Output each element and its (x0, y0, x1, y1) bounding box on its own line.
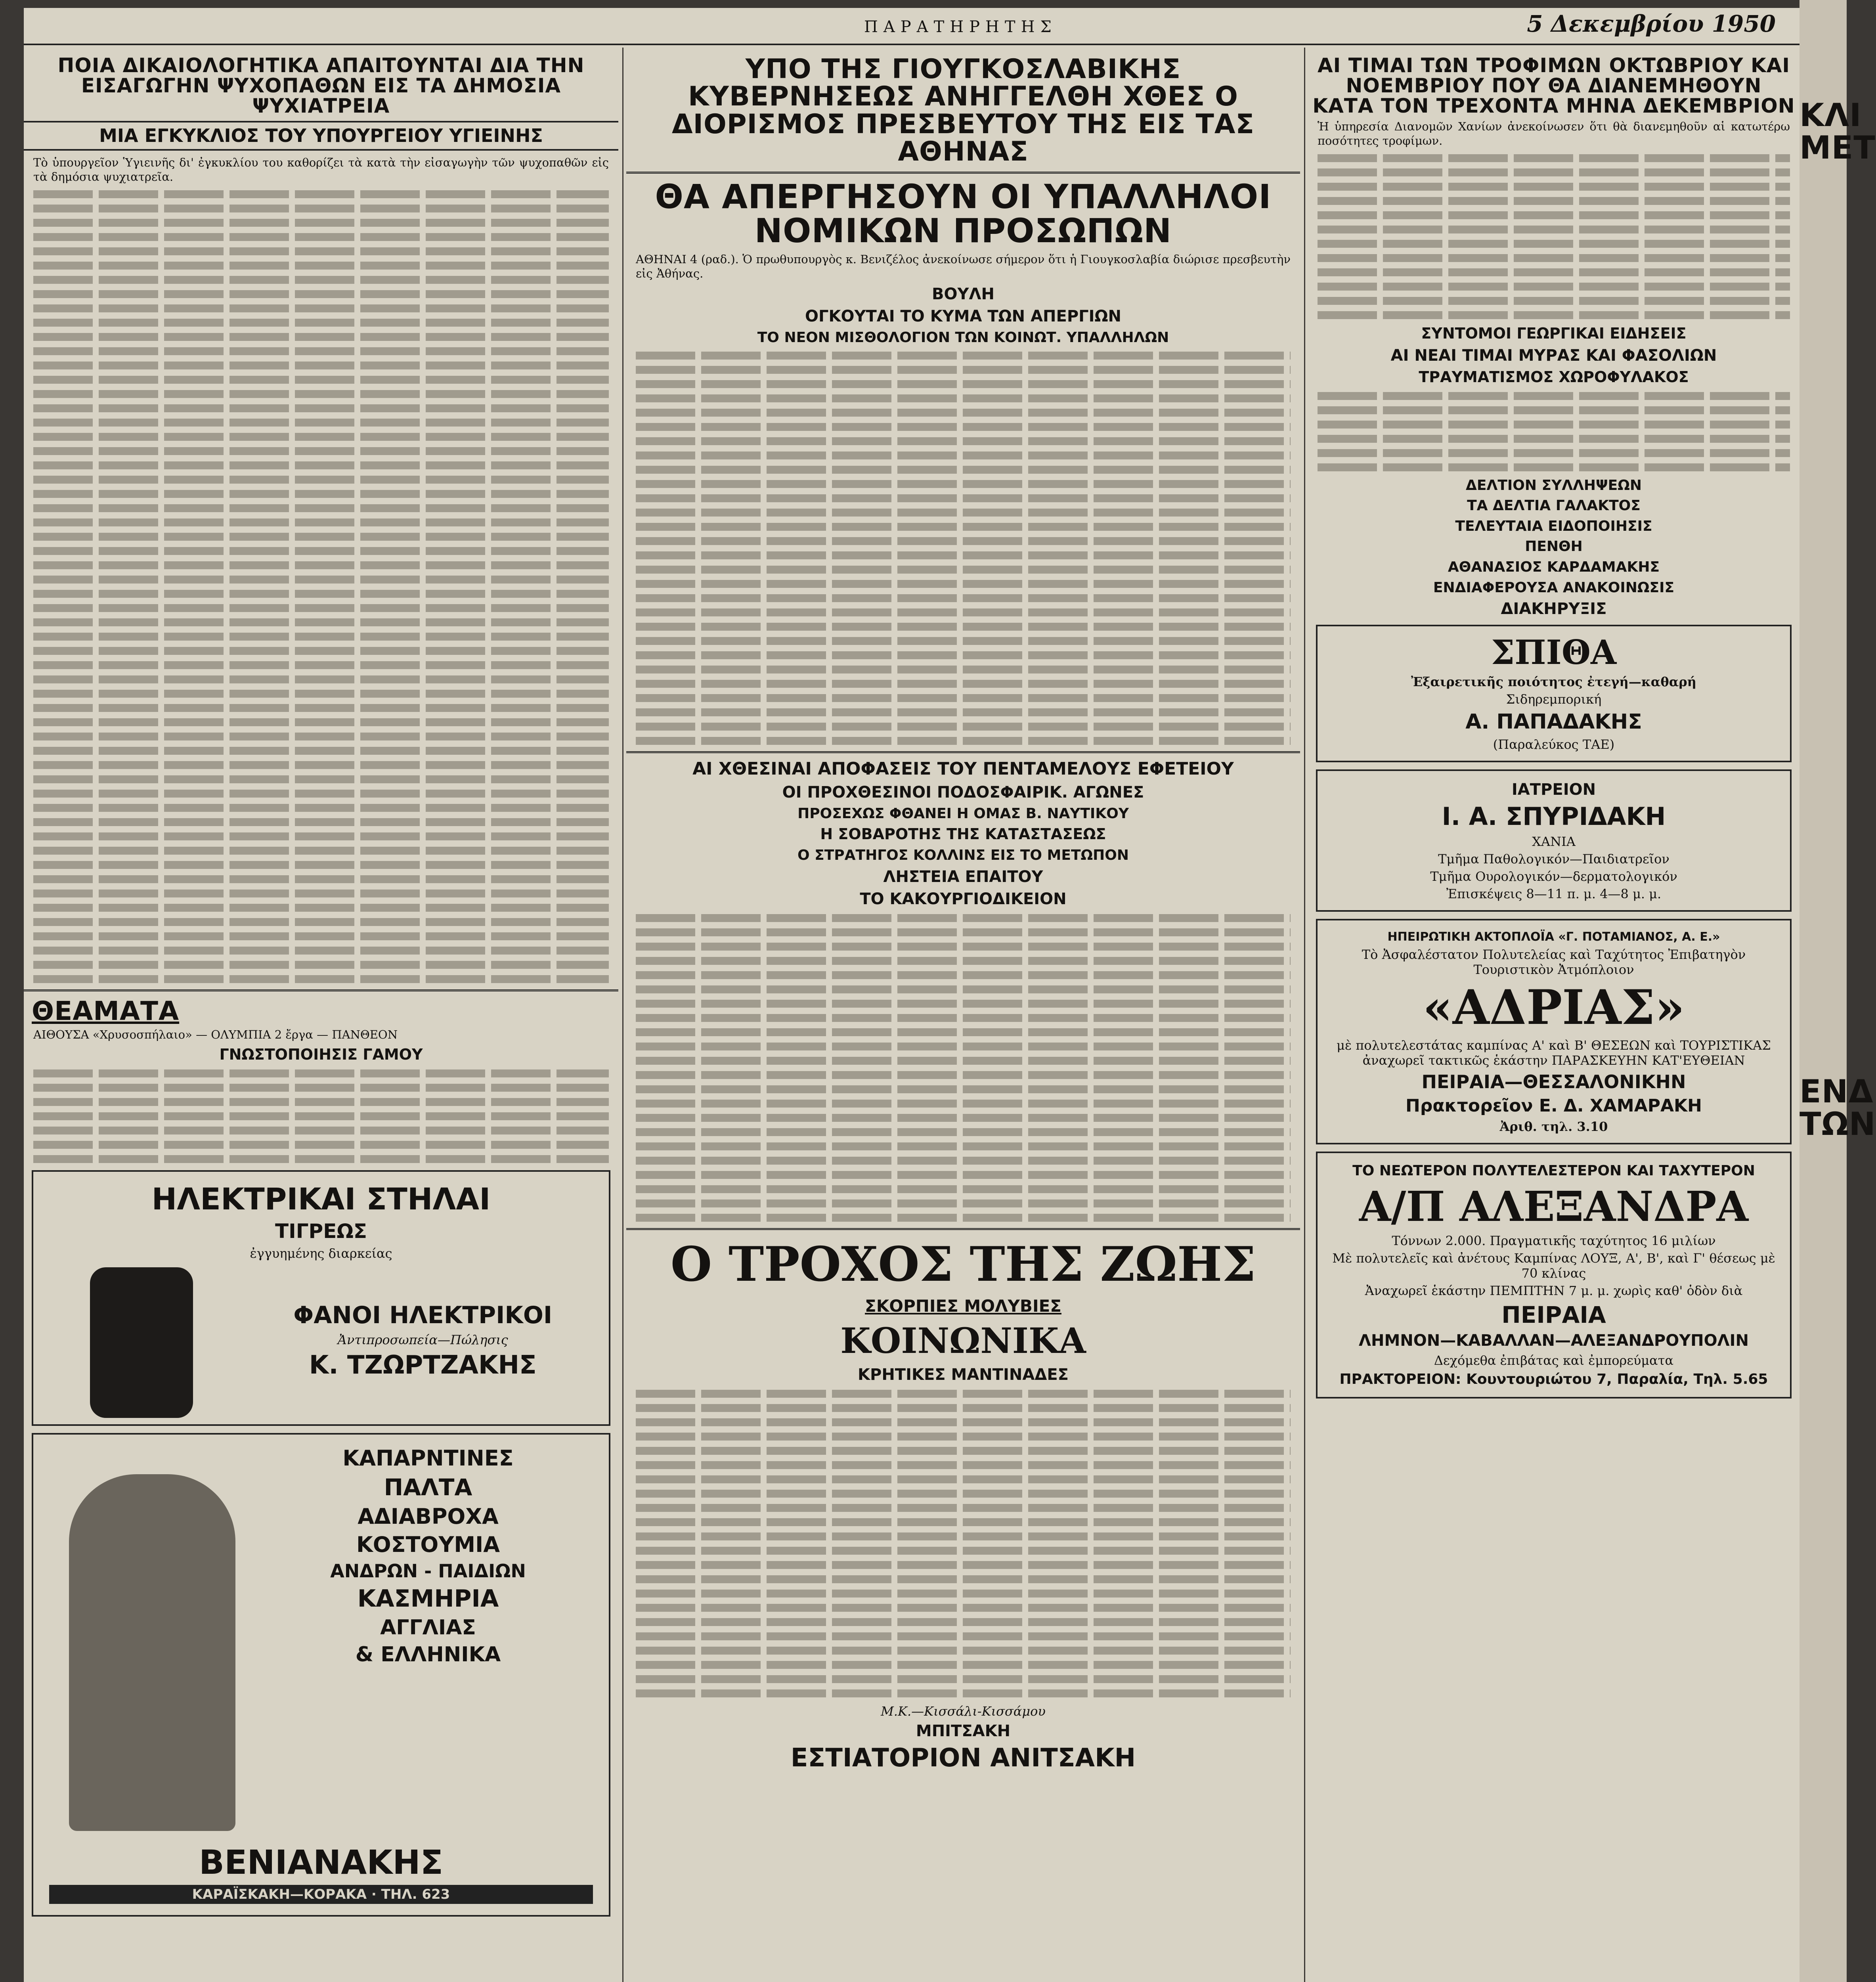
ad-flashlights-sub: ἐγγυημένης διαρκείας (250, 1245, 392, 1261)
article-text-block (636, 1390, 1291, 1697)
headline-psychiatry: ΠΟΙΑ ΔΙΚΑΙΟΛΟΓΗΤΙΚΑ ΑΠΑΙΤΟΥΝΤΑΙ ΔΙΑ ΤΗΝ ΕΙΣΑΓΩΓΗΝ ΨΥΧΟΠΑΘΩΝ ΕΙΣ ΤΑ ΔΗΜΟΣΙΑ ΨΥΧΙΑΤΡΕΙΑ (57, 54, 585, 117)
alexandra-route-1: ΠΕΙΡΑΙΑ (1501, 1301, 1606, 1329)
article-text-block (1318, 154, 1790, 319)
ad-clothing-line-8: & ΕΛΛΗΝΙΚΑ (355, 1642, 501, 1666)
divider (626, 1228, 1300, 1230)
food-prices-text: Ἡ ὑπηρεσία Διανομῶν Χανίων ἀνεκοίνωσεν ὅτι θὰ διανεμηθοῦν αἱ κατωτέρω ποσότητες τροφίμων. (1318, 120, 1790, 147)
article-text-block (636, 914, 1291, 1222)
column-rule (1304, 48, 1305, 1982)
adrias-line-1: Τὸ Ἀσφαλέστατον Πολυτελείας καὶ Ταχύτητος Ἐπιβατηγὸν Τουριστικὸν Ἀτμόπλοιον (1362, 947, 1746, 978)
clinic-line-1: ΧΑΝΙΑ (1532, 834, 1576, 849)
column-right (1308, 48, 1800, 1982)
criminal-court-heading: ΤΟ ΚΑΚΟΥΡΓΙΟΔΙΚΕΙΟΝ (860, 890, 1067, 908)
ad-clinic (1316, 769, 1792, 912)
ad-clothing (32, 1433, 610, 1917)
ad-clothing-line-4: ΚΟΣΤΟΥΜΙΑ (356, 1532, 500, 1557)
ad-flashlights-brand: ΤΙΓΡΕΩΣ (275, 1219, 367, 1243)
ad-flashlights-agent: Ἀντιπροσωπεία—Πώλησις (337, 1332, 508, 1347)
article-psychiatry-text: Τὸ ὑπουργεῖον Ὑγιεινῆς δι' ἐγκυκλίου του καθορίζει τὰ κατὰ τὴν εἰσαγωγὴν τῶν ψυχοπαθῶν εἰς τὰ δημόσια ψυχιατρεῖα. (33, 155, 609, 184)
column-left (24, 48, 618, 1982)
spitha-address: (Παραλεύκος ΤΑΕ) (1493, 737, 1615, 752)
pharmacy-name: ΜΠΙΤΣΑΚΗ (916, 1722, 1011, 1740)
clinic-label: ΙΑΤΡΕΙΟΝ (1511, 781, 1596, 799)
korea-heading: Η ΣΟΒΑΡΟΤΗΣ ΤΗΣ ΚΑΤΑΣΤΑΣΕΩΣ (820, 825, 1106, 843)
ad-clothing-line-2: ΠΑΛΤΑ (384, 1473, 472, 1501)
column-center (626, 48, 1300, 1982)
appeals-court-heading: ΑΙ ΧΘΕΣΙΝΑΙ ΑΠΟΦΑΣΕΙΣ ΤΟΥ ΠΕΝΤΑΜΕΛΟΥΣ ΕΦΕΤΕΙΟΥ (692, 759, 1234, 779)
ad-adrias (1316, 919, 1792, 1144)
alexandra-agent: ΠΡΑΚΤΟΡΕΙΟΝ: Κουντουριώτου 7, Παραλία, Τηλ. 5.65 (1339, 1371, 1768, 1388)
obituary-name: ΑΘΑΝΑΣΙΟΣ ΚΑΡΔΑΜΑΚΗΣ (1448, 559, 1660, 575)
ad-clothing-line-5: ΑΝΔΡΩΝ - ΠΑΙΔΙΩΝ (330, 1560, 526, 1582)
myra-prices-heading: ΑΙ ΝΕΑΙ ΤΙΜΑΙ ΜΥΡΑΣ ΚΑΙ ΦΑΣΟΛΙΩΝ (1390, 346, 1717, 365)
ad-flashlights-title: ΗΛΕΚΤΡΙΚΑΙ ΣΤΗΛΑΙ (151, 1181, 491, 1217)
clinic-line-2: Τμῆμα Παθολογικόν—Παιδιατρεῖον (1438, 851, 1669, 867)
robbery-heading: ΛΗΣΤΕΙΑ ΕΠΑΙΤΟΥ (883, 867, 1043, 886)
ad-clothing-line-6: ΚΑΣΜΗΡΙΑ (357, 1584, 499, 1613)
gamos-text-block (33, 1069, 609, 1163)
mourning-heading: ΠΕΝΘΗ (1525, 538, 1583, 555)
milk-coupons-heading: ΤΑ ΔΕΛΤΙΑ ΓΑΛΑΚΤΟΣ (1467, 497, 1641, 514)
ad-spitha (1316, 625, 1792, 762)
alexandra-line-2: Μὲ πολυτελεῖς καὶ ἀνέτους Καμπίνας ΛΟΥΞ, Α', Β', καὶ Γ' θέσεως μὲ 70 κλίνας (1332, 1251, 1775, 1281)
alexandra-ship-name: Α/Π ΑΛΕΞΑΝΔΡΑ (1359, 1182, 1749, 1231)
spitha-title: ΣΠΙΘΑ (1491, 633, 1617, 672)
issue-date: 5 Δεκεμβρίου 1950 (1527, 10, 1776, 37)
gamos-heading: ΓΝΩΣΤΟΠΟΙΗΣΙΣ ΓΑΜΟΥ (219, 1045, 423, 1063)
adrias-phone: Ἀριθ. τηλ. 3.10 (1499, 1119, 1608, 1134)
ad-clothing-line-3: ΑΔΙΑΒΡΟΧΑ (358, 1504, 499, 1529)
gendarme-injured-heading: ΤΡΑΥΜΑΤΙΣΜΟΣ ΧΩΡΟΦΥΛΑΚΟΣ (1419, 368, 1689, 386)
divider (626, 172, 1300, 174)
theamata-text: ΑΙΘΟΥΣΑ «Χρυσοσπήλαιο» — ΟΛΥΜΠΙΑ 2 ἔργα — ΠΑΝΘΕΟΝ (33, 1027, 398, 1041)
edge-fragment-1: ΚΛΙ (1800, 97, 1862, 134)
spitha-line: Σιδηρεμπορική (1506, 692, 1602, 707)
newspaper-name: ΠΑΡΑΤΗΡΗΤΗΣ (864, 18, 1057, 36)
tender-heading: ΔΙΑΚΗΡΥΞΙΣ (1501, 600, 1607, 618)
article-yugoslav-text: ΑΘΗΝΑΙ 4 (ραδ.). Ὁ πρωθυπουργὸς κ. Βενιζέλος ἀνεκοίνωσε σήμερον ὅτι ἡ Γιουγκοσλαβία διώρισε πρεσβευτὴν εἰς Ἀθήνας. (636, 252, 1291, 280)
headline-food-prices: ΑΙ ΤΙΜΑΙ ΤΩΝ ΤΡΟΦΙΜΩΝ ΟΚΤΩΒΡΙΟΥ ΚΑΙ ΝΟΕΜΒΡΙΟΥ ΠΟΥ ΘΑ ΔΙΑΝΕΜΗΘΟΥΝ ΚΑΤΑ ΤΟΝ ΤΡΕΧΟΝΤΑ ΜΗΝΑ ΔΕΚΕΜΒΡΙΟΝ (1312, 54, 1795, 117)
alexandra-line-1: Τόννων 2.000. Πραγματικῆς ταχύτητος 16 μιλίων (1392, 1233, 1716, 1249)
divider (24, 989, 618, 991)
announcement-heading: ΕΝΔΙΑΦΕΡΟΥΣΑ ΑΝΑΚΟΙΝΩΣΙΣ (1433, 579, 1675, 596)
headline-strike: ΘΑ ΑΠΕΡΓΗΣΟΥΝ ΟΙ ΥΠΑΛΛΗΛΟΙ ΝΟΜΙΚΩΝ ΠΡΟΣΩΠΩΝ (655, 177, 1272, 251)
article-text-block (636, 352, 1291, 745)
payscale-heading: ΤΟ ΝΕΟΝ ΜΙΣΘΟΛΟΓΙΟΝ ΤΩΝ ΚΟΙΝΩΤ. ΥΠΑΛΛΗΛΩΝ (757, 329, 1169, 346)
alexandra-route-2: ΛΗΜΝΟΝ—ΚΑΒΑΛΛΑΝ—ΑΛΕΞΑΝΔΡΟΥΠΟΛΙΝ (1359, 1332, 1749, 1350)
ad-clothing-name: ΒΕΝΙΑΝΑΚΗΣ (199, 1842, 444, 1882)
adrias-ship-name: «ΑΔΡΙΑΣ» (1423, 980, 1685, 1036)
spitha-sub: Ἐξαιρετικῆς ποιότητος ἐτεγή—καθαρή (1411, 674, 1696, 690)
ad-clothing-address: ΚΑΡΑΪΣΚΑΚΗ—ΚΟΡΑΚΑ · ΤΗΛ. 623 (49, 1885, 593, 1904)
alexandra-top: ΤΟ ΝΕΩΤΕΡΟΝ ΠΟΛΥΤΕΛΕΣΤΕΡΟΝ ΚΑΙ ΤΑΧΥΤΕΡΟΝ (1352, 1163, 1755, 1179)
theamata-heading: ΘΕΑΜΑΤΑ (32, 995, 180, 1026)
headline-yugoslav: ΥΠΟ ΤΗΣ ΓΙΟΥΓΚΟΣΛΑΒΙΚΗΣ ΚΥΒΕΡΝΗΣΕΩΣ ΑΝΗΓΓΕΛΘΗ ΧΘΕΣ Ο ΔΙΟΡΙΣΜΟΣ ΠΡΕΣΒΕΥΤΟΥ ΤΗΣ ΕΙΣ ΤΑΣ ΑΘΗΝΑΣ (672, 54, 1254, 168)
adjacent-page-edge (1800, 0, 1876, 1982)
football-heading: ΟΙ ΠΡΟΧΘΕΣΙΝΟΙ ΠΟΔΟΣΦΑΙΡΙΚ. ΑΓΩΝΕΣ (782, 783, 1144, 802)
masthead (24, 8, 1800, 45)
poem-signature: Μ.Κ.—Κισσάλι-Κισσάμου (881, 1703, 1046, 1719)
adrias-route: ΠΕΙΡΑΙΑ—ΘΕΣΣΑΛΟΝΙΚΗΝ (1421, 1071, 1686, 1093)
edge-fragment-3: ΕΝΔ (1800, 1073, 1874, 1110)
article-text-block (33, 190, 609, 983)
adrias-line-2: μὲ πολυτελεστάτας καμπίνας Α' καὶ Β' ΘΕΣΕΩΝ καὶ ΤΟΥΡΙΣΤΙΚΑΣ ἀναχωρεῖ τακτικῶς ἑκάστην ΠΑΡΑΣΚΕΥΗΝ ΚΑΤ'ΕΥΘΕΙΑΝ (1337, 1038, 1771, 1068)
flashlight-battery-icon (90, 1267, 193, 1418)
mantinades-heading: ΚΡΗΤΙΚΕΣ ΜΑΝΤΙΝΑΔΕΣ (858, 1365, 1069, 1384)
final-notice-heading: ΤΕΛΕΥΤΑΙΑ ΕΙΔΟΠΟΙΗΣΙΣ (1455, 518, 1652, 534)
ad-flashlights-name: Κ. ΤΖΩΡΤΖΑΚΗΣ (309, 1350, 537, 1380)
clinic-name: Ι. Α. ΣΠΥΡΙΔΑΚΗ (1442, 802, 1666, 831)
adrias-agent: Πρακτορεῖον Ε. Δ. ΧΑΜΑΡΑΚΗ (1406, 1096, 1702, 1116)
divider (626, 751, 1300, 753)
newspaper-page (24, 8, 1800, 1982)
alexandra-line-3: Ἀναχωρεῖ ἑκάστην ΠΕΜΠΤΗΝ 7 μ. μ. χωρὶς καθ' ὁδὸν διὰ (1365, 1283, 1743, 1299)
ad-alexandra (1316, 1152, 1792, 1398)
ad-flashlights (32, 1170, 610, 1426)
alexandra-line-4: Δεχόμεθα ἐπιβάτας καὶ ἐμπορεύματα (1434, 1353, 1674, 1368)
clinic-line-3: Τμῆμα Ουρολογικόν—δερματολογικόν (1430, 869, 1677, 884)
article-text-block (1318, 392, 1790, 471)
arrests-heading: ΔΕΛΤΙΟΝ ΣΥΛΛΗΨΕΩΝ (1466, 477, 1642, 494)
ad-flashlights-line: ΦΑΝΟΙ ΗΛΕΚΤΡΙΚΟΙ (293, 1301, 553, 1329)
ad-clothing-line-1: ΚΑΠΑΡΝΤΙΝΕΣ (342, 1445, 514, 1471)
boule-heading: ΒΟΥΛΗ (932, 285, 994, 303)
strike-wave-heading: ΟΓΚΟΥΤΑΙ ΤΟ ΚΥΜΑ ΤΩΝ ΑΠΕΡΓΙΩΝ (805, 307, 1121, 325)
man-in-coat-illustration (69, 1474, 235, 1831)
restaurant-name: ΕΣΤΙΑΤΟΡΙΟΝ ΑΝΙΤΣΑΚΗ (790, 1743, 1136, 1773)
agricultural-news-heading: ΣΥΝΤΟΜΟΙ ΓΕΩΡΓΙΚΑΙ ΕΙΔΗΣΕΙΣ (1421, 325, 1687, 342)
koinonika-heading: ΚΟΙΝΩΝΙΚΑ (840, 1320, 1086, 1361)
spitha-name: Α. ΠΑΠΑΔΑΚΗΣ (1465, 710, 1642, 734)
column-rule (622, 48, 623, 1982)
edge-fragment-4: ΤΩΝ (1800, 1105, 1876, 1142)
general-collins-heading: Ο ΣΤΡΑΤΗΓΟΣ ΚΟΛΛΙΝΣ ΕΙΣ ΤΟ ΜΕΤΩΠΟΝ (797, 847, 1129, 864)
trochos-heading: Ο ΤΡΟΧΟΣ ΤΗΣ ΖΩΗΣ (670, 1236, 1256, 1292)
edge-fragment-2: ΜΕΤ (1800, 129, 1876, 166)
skorpies-heading: ΣΚΟΡΠΙΕΣ ΜΟΛΥΒΙΕΣ (865, 1296, 1061, 1316)
adrias-company: ΗΠΕΙΡΩΤΙΚΗ ΑΚΤΟΠΛΟΪΑ «Γ. ΠΟΤΑΜΙΑΝΟΣ, Α. Ε.» (1387, 930, 1720, 944)
football-subheading: ΠΡΟΣΕΧΩΣ ΦΘΑΝΕΙ Η ΟΜΑΣ Β. ΝΑΥΤΙΚΟΥ (797, 805, 1129, 822)
ad-clothing-line-7: ΑΓΓΛΙΑΣ (380, 1615, 476, 1640)
clinic-hours: Ἐπισκέψεις 8—11 π. μ. 4—8 μ. μ. (1446, 886, 1662, 902)
subheadline-circular: ΜΙΑ ΕΓΚΥΚΛΙΟΣ ΤΟΥ ΥΠΟΥΡΓΕΙΟΥ ΥΓΙΕΙΝΗΣ (24, 121, 618, 151)
